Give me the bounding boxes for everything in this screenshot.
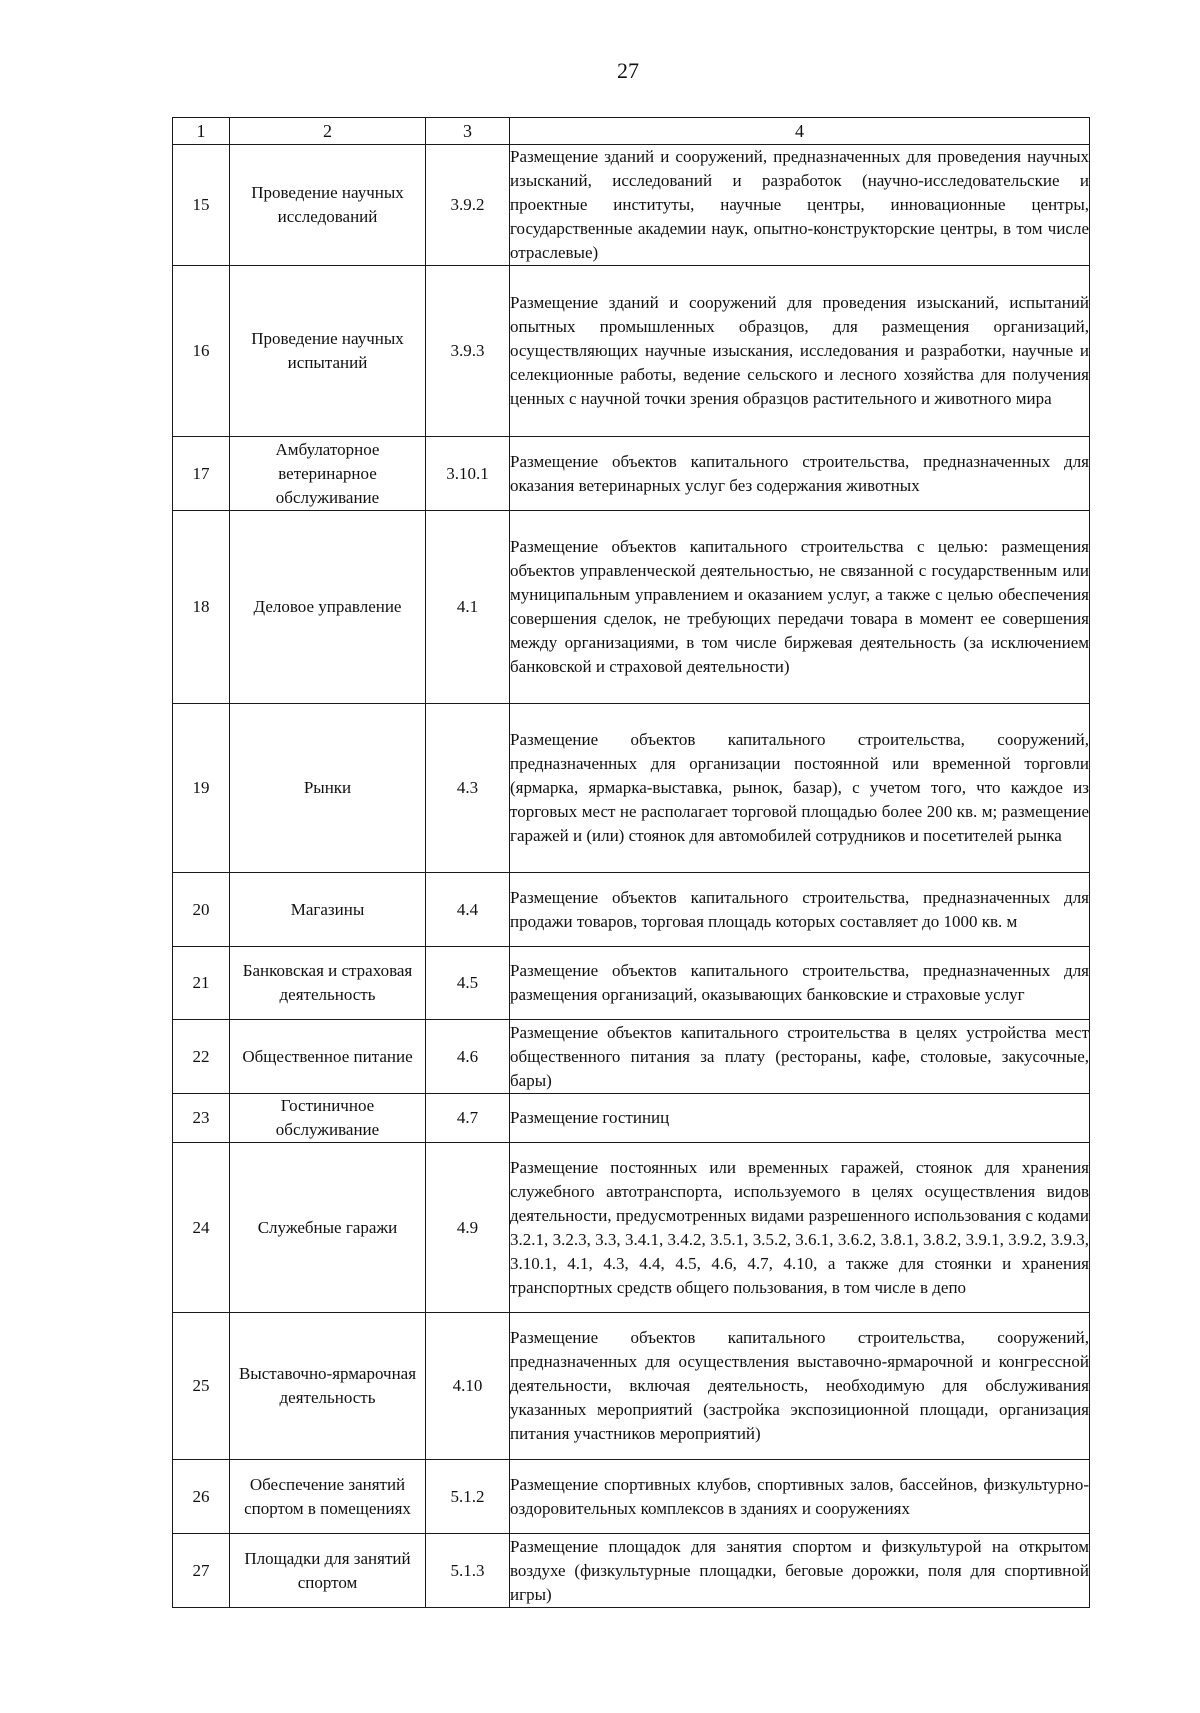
use-type-description: Размещение объектов капитального строительства, сооружений, предназначенных для организации постоянной или временной торговли (ярмарка, ярмарка-выставка, рынок, базар), с учетом того, что каждое из торговых мест не располагает торговой площадью более 200 кв. м; размещение гаражей и (или) стоянок для автомобилей сотрудников и посетителей рынка [510,704,1090,873]
use-type-name: Рынки [230,704,426,873]
table-row [173,704,1090,873]
use-type-name: Площадки для занятий спортом [230,1534,426,1608]
header-col-1: 1 [173,118,230,145]
table-row [173,1094,1090,1143]
row-number: 26 [173,1460,230,1534]
use-type-description: Размещение площадок для занятия спортом и физкультурой на открытом воздухе (физкультурные площадки, беговые дорожки, поля для спортивной игры) [510,1534,1090,1608]
use-type-code: 4.6 [426,1020,510,1094]
use-type-name: Амбулаторное ветеринарное обслуживание [230,437,426,511]
use-type-name: Деловое управление [230,511,426,704]
use-type-description: Размещение спортивных клубов, спортивных залов, бассейнов, физкультурно-оздоровительных комплексов в зданиях и сооружениях [510,1460,1090,1534]
table-row [173,145,1090,266]
use-type-code: 3.10.1 [426,437,510,511]
row-number: 22 [173,1020,230,1094]
table-row [173,1460,1090,1534]
row-number: 20 [173,873,230,947]
use-type-code: 4.7 [426,1094,510,1143]
row-number: 21 [173,947,230,1020]
use-type-code: 4.4 [426,873,510,947]
page-number: 27 [617,58,639,83]
use-type-code: 3.9.2 [426,145,510,266]
use-type-name: Гостиничное обслуживание [230,1094,426,1143]
table-header-row [173,118,1090,145]
use-type-description: Размещение зданий и сооружений, предназначенных для проведения научных изысканий, исследований и разработок (научно-исследовательские и проектные институты, научные центры, инновационные центры, государственные академии наук, опытно-конструкторские центры, в том числе отраслевые) [510,145,1090,266]
use-type-code: 4.5 [426,947,510,1020]
use-type-code: 4.3 [426,704,510,873]
table-row [173,1020,1090,1094]
table-row [173,511,1090,704]
table-row [173,873,1090,947]
use-type-description: Размещение зданий и сооружений для проведения изысканий, испытаний опытных промышленных образцов, для размещения организаций, осуществляющих научные изыскания, исследования и разработки, научные и селекционные работы, ведение сельского и лесного хозяйства для получения ценных с научной точки зрения образцов растительного и животного мира [510,266,1090,437]
use-type-code: 5.1.3 [426,1534,510,1608]
use-type-description: Размещение объектов капитального строительства, предназначенных для оказания ветеринарных услуг без содержания животных [510,437,1090,511]
use-type-code: 4.1 [426,511,510,704]
row-number: 19 [173,704,230,873]
table-row [173,266,1090,437]
use-type-code: 4.10 [426,1313,510,1460]
use-type-code: 3.9.3 [426,266,510,437]
header-col-4: 4 [510,118,1090,145]
use-type-name: Банковская и страховая деятельность [230,947,426,1020]
use-type-description: Размещение постоянных или временных гаражей, стоянок для хранения служебного автотранспорта, используемого в целях осуществления видов деятельности, предусмотренных видами разрешенного использования с кодами 3.2.1, 3.2.3, 3.3, 3.4.1, 3.4.2, 3.5.1, 3.5.2, 3.6.1, 3.6.2, 3.8.1, 3.8.2, 3.9.1, 3.9.2, 3.9.3, 3.10.1, 4.1, 4.3, 4.4, 4.5, 4.6, 4.7, 4.10, а также для стоянки и хранения транспортных средств общего пользования, в том числе в депо [510,1143,1090,1313]
use-type-name: Проведение научных испытаний [230,266,426,437]
use-type-name: Служебные гаражи [230,1143,426,1313]
use-type-description: Размещение объектов капитального строительства, предназначенных для продажи товаров, торговая площадь которых составляет до 1000 кв. м [510,873,1090,947]
table-row [173,947,1090,1020]
table-row [173,437,1090,511]
land-use-table [172,117,1090,1608]
use-type-description: Размещение объектов капитального строительства, предназначенных для размещения организаций, оказывающих банковские и страховые услуг [510,947,1090,1020]
row-number: 17 [173,437,230,511]
use-type-description: Размещение объектов капитального строительства с целью: размещения объектов управленческой деятельностью, не связанной с государственным или муниципальным управлением и оказанием услуг, а также с целью обеспечения совершения сделок, не требующих передачи товара в момент ее совершения между организациями, в том числе биржевая деятельность (за исключением банковской и страховой деятельности) [510,511,1090,704]
use-type-description: Размещение объектов капитального строительства в целях устройства мест общественного питания за плату (рестораны, кафе, столовые, закусочные, бары) [510,1020,1090,1094]
use-type-code: 4.9 [426,1143,510,1313]
use-type-name: Общественное питание [230,1020,426,1094]
row-number: 16 [173,266,230,437]
header-col-3: 3 [426,118,510,145]
row-number: 25 [173,1313,230,1460]
use-type-name: Проведение научных исследований [230,145,426,266]
header-col-2: 2 [230,118,426,145]
table-row [173,1534,1090,1608]
use-type-description: Размещение гостиниц [510,1094,1090,1143]
use-type-code: 5.1.2 [426,1460,510,1534]
row-number: 27 [173,1534,230,1608]
row-number: 23 [173,1094,230,1143]
table-row [173,1313,1090,1460]
use-type-description: Размещение объектов капитального строительства, сооружений, предназначенных для осуществления выставочно-ярмарочной и конгрессной деятельности, включая деятельность, необходимую для обслуживания указанных мероприятий (застройка экспозиционной площади, организация питания участников мероприятий) [510,1313,1090,1460]
table-row [173,1143,1090,1313]
row-number: 15 [173,145,230,266]
use-type-name: Магазины [230,873,426,947]
row-number: 18 [173,511,230,704]
use-type-name: Выставочно-ярмарочная деятельность [230,1313,426,1460]
use-type-name: Обеспечение занятий спортом в помещениях [230,1460,426,1534]
row-number: 24 [173,1143,230,1313]
